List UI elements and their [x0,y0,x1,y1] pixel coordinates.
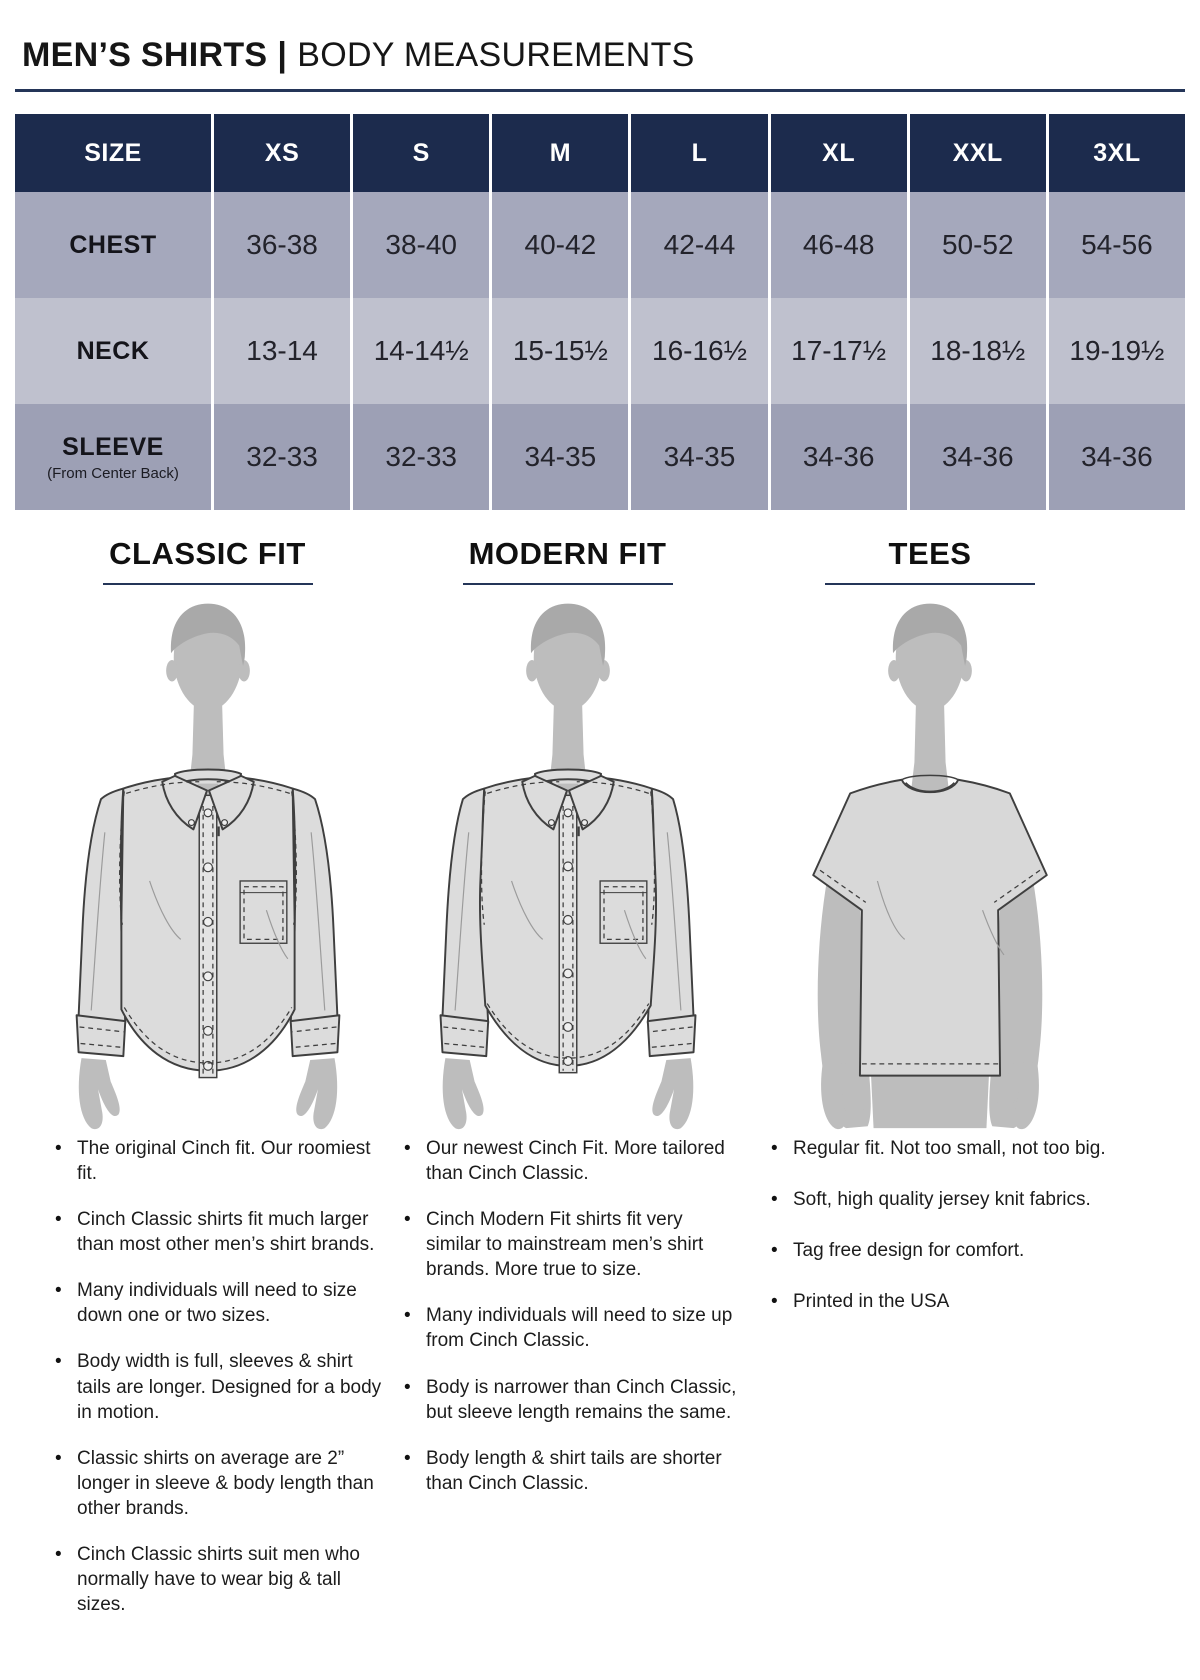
page-title-bold: MEN’S SHIRTS [22,36,268,74]
page-title [22,36,1185,75]
page-title-separator: | [277,36,288,74]
chest-s: 38-40 [353,192,489,298]
bullet-text: Soft, high quality jersey knit fabrics. [793,1189,1091,1211]
neck-xs: 13-14 [214,298,350,404]
row-label-neck: NECK [15,298,211,404]
bullet-text: The original Cinch fit. Our roomiest fit. [77,1138,371,1185]
classic-fit-title: CLASSIC FIT [109,536,306,571]
list-item [404,1303,739,1353]
sleeve-s: 32-33 [353,404,489,510]
bullet-icon: • [55,1138,62,1159]
sleeve-l: 34-35 [631,404,767,510]
neck-xxl: 18-18½ [910,298,1046,404]
title-rule [15,89,1185,92]
list-item [55,1207,384,1257]
sleeve-3xl: 34-36 [1049,404,1185,510]
table-header-xxl: XXL [910,114,1046,192]
modern-fit-bullets [390,1136,745,1517]
fit-sections [25,536,1200,1638]
tees-title: TEES [888,536,972,571]
classic-fit-figure [62,589,354,1134]
bullet-text: Cinch Modern Fit shirts fit very similar to mainstream men’s shirt brands. More true to size. [426,1209,704,1281]
bullet-icon: • [771,1138,778,1159]
bullet-text: Tag free design for comfort. [793,1240,1025,1262]
bullet-icon: • [55,1543,62,1565]
modern-fit-underline [463,583,673,585]
list-item [404,1136,739,1186]
sleeve-xxl: 34-36 [910,404,1046,510]
table-header-s: S [353,114,489,192]
list-item [771,1136,1109,1161]
list-item [404,1207,739,1282]
bullet-text: Body length & shirt tails are shorter than Cinch Classic. [426,1447,722,1494]
bullet-icon: • [55,1447,62,1469]
bullet-text: Regular fit. Not too small, not too big. [793,1138,1106,1159]
bullet-text: Our newest Cinch Fit. More tailored than Cinch Classic. [426,1138,725,1185]
list-item [55,1136,384,1186]
list-item [55,1542,384,1617]
tees-bullets [745,1136,1115,1340]
bullet-icon: • [55,1209,62,1231]
list-item [771,1238,1109,1263]
list-item [55,1349,384,1424]
list-item [404,1375,739,1425]
table-header-size: SIZE [15,114,211,192]
bullet-icon: • [55,1280,62,1302]
row-label-chest: CHEST [15,192,211,298]
list-item [55,1446,384,1521]
neck-m: 15-15½ [492,298,628,404]
table-header-xl: XL [771,114,907,192]
row-label-sleeve [15,404,211,510]
section-classic-fit [25,536,390,1638]
table-header-l: L [631,114,767,192]
section-modern-fit [390,536,745,1638]
classic-fit-bullets [25,1136,390,1638]
bullet-icon: • [404,1138,411,1159]
bullet-text: Body is narrower than Cinch Classic, but sleeve length remains the same. [426,1376,737,1423]
bullet-icon: • [404,1447,411,1469]
chest-xl: 46-48 [771,192,907,298]
chest-m: 40-42 [492,192,628,298]
bullet-icon: • [404,1305,411,1327]
bullet-icon: • [771,1291,778,1313]
sleeve-label-main: SLEEVE [62,432,164,461]
bullet-icon: • [55,1351,62,1373]
bullet-text: Many individuals will need to size up from Cinch Classic. [426,1305,733,1352]
chest-l: 42-44 [631,192,767,298]
sleeve-m: 34-35 [492,404,628,510]
modern-fit-figure [422,589,714,1134]
modern-fit-title: MODERN FIT [468,536,667,571]
bullet-text: Cinch Classic shirts suit men who normally have to wear big & tall sizes. [77,1543,360,1616]
bullet-icon: • [771,1240,778,1262]
neck-l: 16-16½ [631,298,767,404]
bullet-text: Cinch Classic shirts fit much larger than most other men’s shirt brands. [77,1209,375,1256]
sleeve-xl: 34-36 [771,404,907,510]
bullet-text: Printed in the USA [793,1291,950,1313]
tees-underline [825,583,1035,585]
list-item [55,1278,384,1328]
table-header-xs: XS [214,114,350,192]
list-item [771,1187,1109,1212]
bullet-text: Classic shirts on average are 2” longer in sleeve & body length than other brands. [77,1447,374,1519]
section-tees [745,536,1115,1638]
sleeve-label-sub: (From Center Back) [47,464,179,482]
list-item [404,1446,739,1496]
neck-s: 14-14½ [353,298,489,404]
bullet-icon: • [404,1209,411,1231]
bullet-icon: • [771,1189,778,1211]
chest-3xl: 54-56 [1049,192,1185,298]
table-header-3xl: 3XL [1049,114,1185,192]
page-title-regular: BODY MEASUREMENTS [297,36,695,74]
list-item [771,1289,1109,1314]
sleeve-xs: 32-33 [214,404,350,510]
size-table [15,114,1185,510]
bullet-icon: • [404,1376,411,1398]
page-header [0,0,1200,75]
bullet-text: Body width is full, sleeves & shirt tails are longer. Designed for a body in motion. [77,1351,382,1423]
neck-3xl: 19-19½ [1049,298,1185,404]
neck-xl: 17-17½ [771,298,907,404]
chest-xs: 36-38 [214,192,350,298]
tee-figure [784,589,1076,1134]
bullet-text: Many individuals will need to size down one or two sizes. [77,1280,357,1327]
chest-xxl: 50-52 [910,192,1046,298]
table-header-m: M [492,114,628,192]
classic-fit-underline [103,583,313,585]
